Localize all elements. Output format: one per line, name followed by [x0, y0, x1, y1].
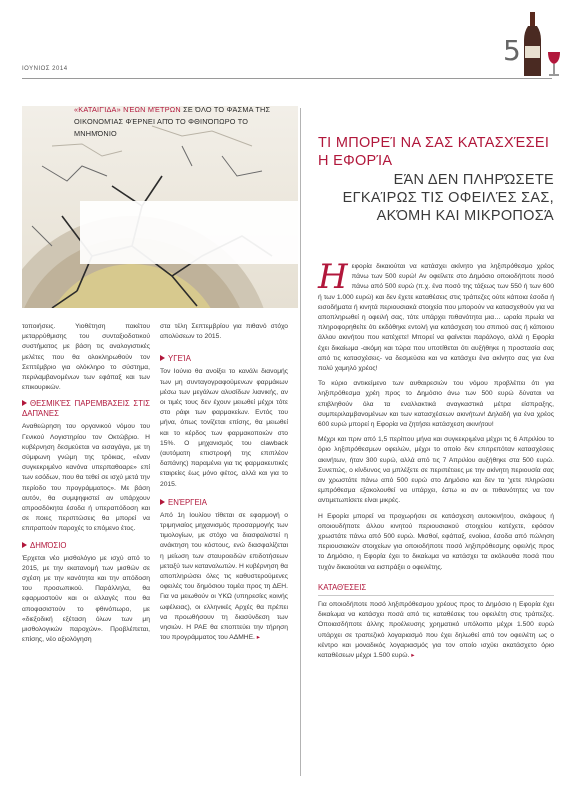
end-mark-icon: ▸ — [256, 634, 261, 642]
article-paragraph-5: Για οποιοδήποτε ποσό ληξιπρόθεσμου χρέους προς το Δημόσιο η Εφορία έχει δικαίωμα να κατάσχει ποσά από τις καταθέσεις του οφειλέτη στις τράπεζες. Οποιασδήποτε άλλης προέλευσης χρηματικό υπόλοιπο μέχρι 1.500 ευρώ υπάρχει σε τραπεζικό λογαριασμό που έχει δηλωθεί από τον οφειλέτη ως ο κέντρο και μοναδικός λογαριασμός για τον οποίο ισχύει ακατάσχετο όριο καταθέσεων μέχρι 1.500 ευρώ. ▸ — [318, 600, 554, 659]
caption-highlight: «ΚΑΤΑΙΓΊΔΑ» ΝΈΩΝ ΜΈΤΡΩΝ — [74, 105, 181, 114]
section-text-fiscal: Αναθεώρηση του οργανικού νόμου του Γενικού Λογιστηρίου τον Οκτώβριο. Η κυβέρνηση δεσμεύεται να εισαγάγει, με τη σύμφωνη γνώμη της τρόικας, «έναν συγκεκριμένο κανόνα υπερπαθοαρε» επί των εσόδων, που θα τεθεί σε ισχύ μετά την περίοδο του προγράμματος». Με βάση αυτόν, θα συμψηφιστεί αν υπάρχουν απροσδόκητα έσοδα ή υπεραπόδοση και σε ποιες περιπτώσεις θα μπορεί να επιτραπούν παροχές το επόμενο έτος. — [22, 423, 150, 533]
issue-date: ΙΟΥΝΙΟΣ 2014 — [22, 66, 68, 72]
section-heading-deposits: ΚΑΤΑΘΈΣΕΙΣ — [318, 583, 554, 596]
caption-box — [80, 201, 298, 264]
section-heading-public: ΔΗΜΌΣΙΟ — [22, 541, 150, 551]
section-text-health: Τον Ιούνιο θα ανοίξει το κανάλι διανομής των μη συνταγογραφούμενων φαρμάκων μέσω των μεγάλων αλυσίδων λιανικής, αν οι τιμές τους δεν έχουν μειωθεί μέχρι τότε στο ράφι των φαρμακείων. Εντός του μήνα, όπως τονίζεται επίσης, θα μειωθεί και το κέρδος των φαρμακοποιών στο 15%. Ο μηχανισμός του clawback (αυτόματη επιστροφή της επιπλέον δαπάνης) παραμένει για τις φαρμακευτικές εταιρείες έως μόνο φέτος, αλλά και για το 2015. — [160, 368, 288, 488]
section-arrow-icon — [22, 400, 27, 406]
article-body — [318, 257, 554, 661]
article-subtitle: ΕΆΝ ΔΕΝ ΠΛΗΡΏΣΕΤΕ ΕΓΚΑΊΡΩΣ ΤΙΣ ΟΦΕΙΛΈΣ ΣΑΣ, ΑΚΌΜΗ ΚΑΙ ΜΙΚΡΟΠΟΣΆ — [342, 172, 554, 224]
section-arrow-icon — [22, 542, 27, 548]
section-arrow-icon — [160, 499, 165, 505]
left-column — [22, 322, 150, 645]
left-intro: τοποιήσεις. Υιοθέτηση πακέτου μεταρρύθμισης του συνταξιοδοτικού συστήματος με βάση τις αναλογιστικές μελέτες που θα ολοκληρωθούν τον Σεπτέμβριο για ολόκληρο το σύστημα, περιλαμβανομένων των εφάπαξ και των επικουρικών. — [22, 323, 150, 392]
section-heading-health: ΥΓΕΊΑ — [160, 354, 288, 364]
page-number: 5 — [503, 34, 521, 67]
article-title: ΤΙ ΜΠΟΡΕΊ ΝΑ ΣΑΣ ΚΑΤΑΣΧΈΣΕΙ Η ΕΦΟΡΊΑ — [318, 135, 550, 169]
section-arrow-icon — [160, 355, 165, 361]
column-divider — [300, 108, 301, 776]
article-paragraph-2: Το κύριο αντικείμενο των αυθαιρεσιών του νόμου προβλέπει ότι για ληξιπρόθεσμα χρέη προς το Δημόσιο άνω των 500 ευρώ δύναται να επιβληθούν όλα τα εναλλακτικά αναγκαστικά μέτρα είσπραξης, συμπεριλαμβανομένων και των κατασχέσεων ακινήτων! Δηλαδή για ένα χρέος 600 ευρώ μπορεί η Εφορία να ζητήσει κατάσχεση ακινήτου! — [318, 380, 554, 429]
header-rule — [22, 78, 552, 79]
middle-column — [160, 322, 288, 643]
article-paragraph-1: Η εφορία δικαιούται να κατάσχει ακίνητο για ληξιπρόθεσμο χρέος πάνω των 500 ευρώ! Αν οφείλετε στο Δημόσιο οποιοδήποτε ποσό πάνω από 500 ευρώ (π.χ. ένα ποσό της τάξεως των 550 ή των 600 ή των 1.000 ευρώ) και δεν έχετε καταθέσεις στις τράπεζες ούτε κάποια έσοδα ή εισοδήματα ή κινητά περιουσιακά στοιχεία που μπορούν να κατασχεθούν για να αποπληρωθεί η οφειλή σας, τότε υπάρχει πιθανότητα μια… ωραία πρωία να πληροφορηθείτε ότι εκδόθηκε εντολή για κατάσχεση του σπιτιού σας ή κάποιου άλλου ακινήτου που κατέχετε! Μπορεί να φαίνεται παράλογο, αλλά η Εφορία έχει δικαίωμα -ακόμη και τώρα που υποτίθεται ότι αυξήθηκε η προστασία σας από τις κατασχέσεις- να δεσμεύσει και να κατάσχει ένα ακίνητο σας για ένα πολύ χαμηλό χρέος! — [318, 257, 554, 373]
end-mark-icon: ▸ — [411, 651, 415, 659]
wine-bottle-logo — [522, 6, 566, 84]
hero-caption — [74, 104, 274, 140]
drop-cap: Η — [318, 257, 348, 297]
section-heading-energy: ΕΝΈΡΓΕΙΑ — [160, 498, 288, 508]
middle-intro: στα τέλη Σεπτεμβρίου για πιθανό στόχο απολύσεων το 2015. — [160, 323, 288, 341]
article-paragraph-3: Μέχρι και πριν από 1,5 περίπου μήνα και συγκεκριμένα μέχρι τις 6 Απριλίου το όριο ληξιπρόθεσμων οφειλών, μέχρι το οποίο δεν επιτρεπόταν κατασχέσεις ακινήτων, ήταν 300 ευρώ, αλλά από τις 7 Απριλίου αυξήθηκε στα 500 ευρώ. Συνεπώς, ο κίνδυνος να μπλέξετε σε περιπέτειες με την ακίνητη περιουσία σας αν χρωστάτε πάνω από 500 ευρώ στο Δημόσιο και δεν τα 'χετε πληρώσει εμπρόθεσμα εξακολουθεί να υπάρχει, έστω κι αν οι πιθανότητες να τον αντιμετωπίσετε είναι μικρές. — [318, 436, 554, 505]
article-paragraph-4: Η Εφορία μπορεί να προχωρήσει σε κατάσχεση αυτοκινήτου, σκάφους ή οποιουδήποτε άλλου κινητού περιουσιακού στοιχείου κατέχετε, εφόσον χρωστάτε πάνω από 500 ευρώ. Μισθοί, εφάπαξ, ενοίκια, έσοδα από πώληση περιουσιακών στοιχείων για οποιοδήποτε ποσό ληξιπρόθεσμης οφειλής προς το Δημόσιο, η Εφορία έχει το δικαίωμα να κατάσχει τα ακόλουθα ποσά που τυχόν δικαιούται να εισπράξει ο οφειλέτης. — [318, 512, 554, 571]
caption-text: ΣΕ ΌΛΟ ΤΟ ΦΆΣΜΑ ΤΗΣ ΟΙΚΟΝΟΜΊΑΣ ΦΈΡΝΕΙ ΑΠΌ ΤΟ ΦΘΙΝΌΠΩΡΟ ΤΟ ΜΝΗΜΌΝΙΟ — [74, 105, 271, 138]
section-text-public: Έρχεται νέο μισθολόγιο με ισχύ από το 2015, με την εκατανομή των μισθών σε σχέση με την κανότητα και την απόδοση του προσωπικού. Παράλληλα, θα εφαρμοστούν και οι αλλαγές που θα αποφασιστούν το φθινόπωρο, με «διεξοδική εξέταση όλων των μη μισθολογικών παροχών». Προβλέπεται, επίσης, νέο αξιολόγηση — [22, 554, 150, 644]
section-heading-fiscal: ΘΕΣΜΙΚΈΣ ΠΑΡΕΜΒΆΣΕΙΣ ΣΤΙΣ ΔΑΠΆΝΕΣ — [22, 399, 150, 419]
section-text-energy: Από 1η Ιουλίου τίθεται σε εφαρμογή ο τριμηνιαίος μηχανισμός προσαρμογής των τιμολογίων, με στόχο να διασφαλιστεί η ανάκτηση του κόστους, ενώ διασφαλίζεται η μείωση των σταυροειδών επιδοτήσεων μεταξύ των καταναλωτών. Η κυβέρνηση θα αποπληρώσει όλες τις καθυστερούμενες οφειλές του δημόσιου τομέα προς τη ΔΕΗ. Για να μειωθούν οι ΥΚΩ (υπηρεσίες κοινής ωφέλειας), οι ελληνικές Αρχές θα πρέπει να προωθήσουν τη διασύνδεση των νησιών. Η ΡΑΕ θα εποπτεύει την τήρηση του προγράμματος του ΑΔΜΗΕ. ▸ — [160, 511, 288, 642]
